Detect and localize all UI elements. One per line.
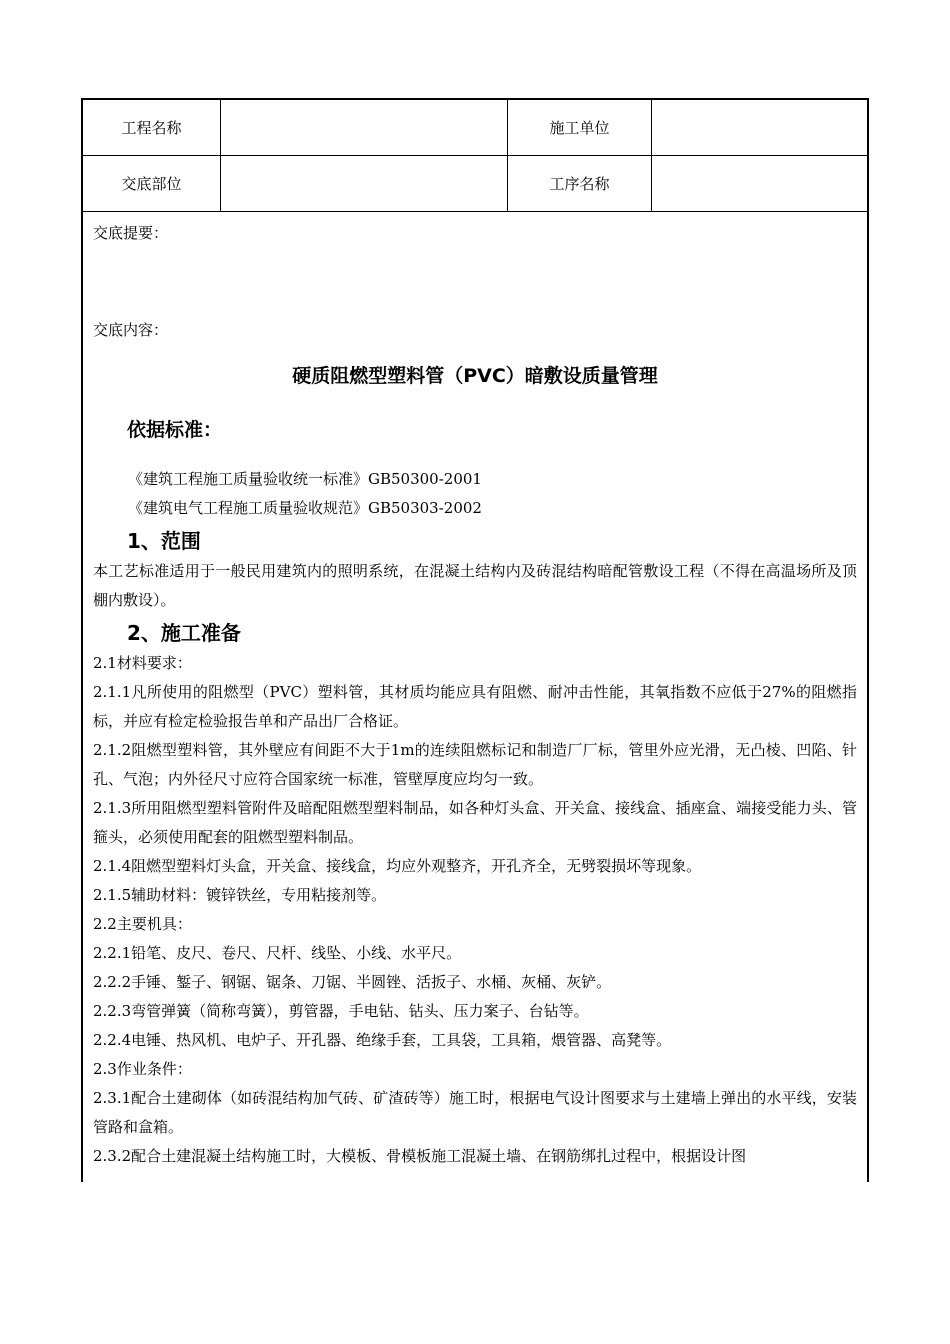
project-name-value[interactable]	[221, 100, 508, 156]
paragraph: 2.2主要机具：	[93, 915, 192, 933]
paragraph: 2.1.2阻燃型塑料管，其外壁应有间距不大于1m的连续阻燃标记和制造厂厂标，管里外应光滑，无凸棱、凹陷、针孔、气泡；内外径尺寸应符合国家统一标准，管壁厚度应均匀一致。	[93, 741, 857, 788]
construction-unit-value[interactable]	[652, 100, 868, 156]
header-row-1	[83, 100, 867, 156]
section-1-heading: 1、范围	[127, 529, 201, 553]
paragraph: 2.1.5辅助材料：镀锌铁丝，专用粘接剂等。	[93, 886, 387, 904]
reference-item: 《建筑电气工程施工质量验收规范》GB50303-2002	[128, 499, 482, 517]
project-name-label: 工程名称	[83, 100, 221, 156]
construction-unit-label: 施工单位	[508, 100, 652, 156]
paragraph: 2.2.1铅笔、皮尺、卷尺、尺杆、线坠、小线、水平尺。	[93, 944, 462, 962]
paragraph: 2.3.2配合土建混凝土结构施工时，大模板、骨模板施工混凝土墙、在钢筋绑扎过程中，根据设计图	[93, 1147, 747, 1165]
header-row-2	[83, 156, 867, 212]
header-table	[83, 100, 867, 212]
paragraph: 2.2.4电锤、热风机、电炉子、开孔器、绝缘手套，工具袋，工具箱，煨管器、高凳等。	[93, 1031, 672, 1049]
section-2-heading: 2、施工准备	[127, 621, 241, 645]
handover-part-label: 交底部位	[83, 156, 221, 212]
process-name-label: 工序名称	[508, 156, 652, 212]
document-title: 硬质阻燃型塑料管（PVC）暗敷设质量管理	[292, 365, 658, 387]
paragraph: 2.1.1凡所使用的阻燃型（PVC）塑料管，其材质均能应具有阻燃、耐冲击性能，其氧指数不应低于27%的阻燃指标，并应有检定检验报告单和产品出厂合格证。	[93, 683, 857, 730]
paragraph: 2.2.3弯管弹簧（简称弯簧），剪管器，手电钻、钻头、压力案子、台钻等。	[93, 1002, 589, 1020]
paragraph: 2.1材料要求：	[93, 654, 192, 672]
reference-item: 《建筑工程施工质量验收统一标准》GB50300-2001	[128, 470, 482, 488]
handover-part-value[interactable]	[221, 156, 508, 212]
summary-label: 交底提要：	[93, 224, 169, 242]
basis-heading: 依据标准：	[127, 419, 223, 441]
content-area	[83, 219, 867, 1171]
paragraph: 2.2.2手锤、錾子、钢锯、锯条、刀锯、半圆锉、活扳子、水桶、灰桶、灰铲。	[93, 973, 612, 991]
content-label: 交底内容：	[93, 321, 169, 339]
section-1-text: 本工艺标准适用于一般民用建筑内的照明系统，在混凝土结构内及砖混结构暗配管敷设工程（不得在高温场所及顶棚内敷设）。	[93, 562, 857, 609]
paragraph: 2.1.3所用阻燃型塑料管附件及暗配阻燃型塑料制品，如各种灯头盒、开关盒、接线盒、插座盒、端接受能力头、管箍头，必须使用配套的阻燃型塑料制品。	[93, 799, 857, 846]
process-name-value[interactable]	[652, 156, 868, 212]
paragraph: 2.3作业条件：	[93, 1060, 192, 1078]
handover-sheet	[81, 98, 869, 1182]
paragraph: 2.1.4阻燃型塑料灯头盒，开关盒、接线盒，均应外观整齐，开孔齐全，无劈裂损坏等现象。	[93, 857, 702, 875]
paragraph: 2.3.1配合土建砌体（如砖混结构加气砖、矿渣砖等）施工时，根据电气设计图要求与土建墙上弹出的水平线，安装管路和盒箱。	[93, 1089, 857, 1136]
reference-list	[128, 465, 857, 523]
